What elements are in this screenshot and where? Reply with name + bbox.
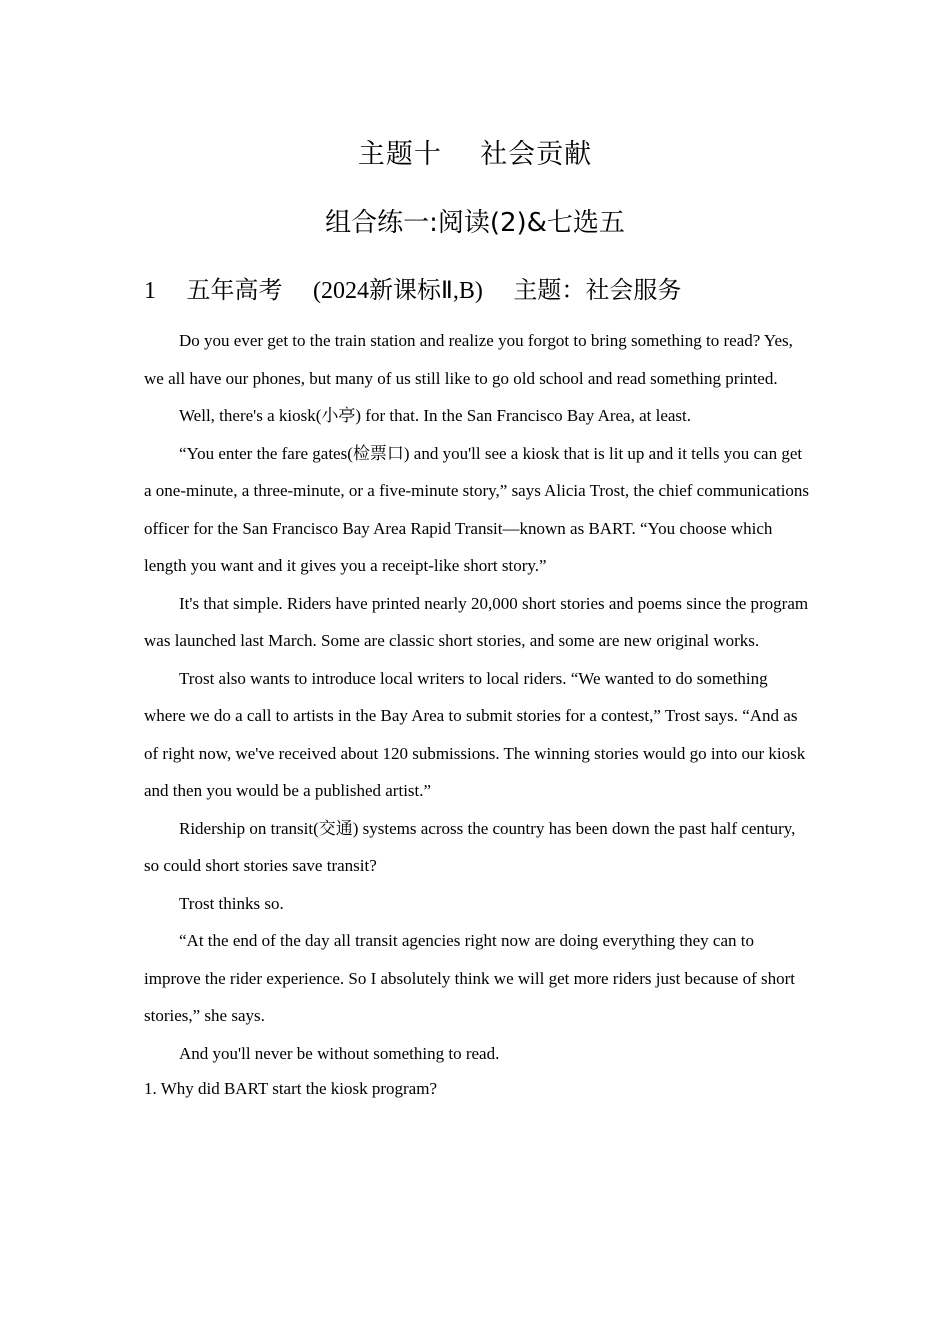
passage-paragraph: It's that simple. Riders have printed nearly 20,000 short stories and poems since the program was launched last March. Some are classic short stories, and some are new original works.	[144, 593, 809, 650]
section-heading	[144, 270, 681, 305]
passage-paragraph: And you'll never be without something to read.	[179, 1043, 500, 1063]
passage-paragraph: “You enter the fare gates(检票口) and you'll see a kiosk that is lit up and it tells you can get a one-minute, a three-minute, or a five-minute story,” says Alicia Trost, the chief communications officer for the San Francisco Bay Area Rapid Transit—known as BART. “You choose which length you want and it gives you a receipt-like short story.”	[144, 443, 810, 575]
passage-paragraph: Do you ever get to the train station and realize you forgot to bring something to read? Yes, we all have our phones, but many of us still like to go old school and read something printed.	[144, 331, 793, 388]
section-source: (2024新课标Ⅱ,B)	[313, 278, 483, 304]
reading-passage	[144, 322, 812, 1106]
passage-paragraph: Trost also wants to introduce local writers to local riders. “We wanted to do something where we do a call to artists in the Bay Area to submit stories for a contest,” Trost says. “And as of right now, we've received about 120 submissions. The winning stories would go into our kiosk and then you would be a published artist.”	[144, 668, 806, 800]
exercise-subtitle: 组合练一:阅读(2)&七选五	[325, 208, 625, 238]
passage-paragraph: Ridership on transit(交通) systems across the country has been down the past half century, so could short stories save transit?	[144, 818, 796, 875]
question-1: 1. Why did BART start the kiosk program?	[144, 1079, 437, 1098]
passage-paragraph: Well, there's a kiosk(小亭) for that. In the San Francisco Bay Area, at least.	[179, 406, 692, 425]
passage-paragraph: Trost thinks so.	[179, 893, 284, 913]
theme-title: 主题十 社会贡献	[357, 139, 593, 170]
section-topic: 主题：社会服务	[513, 276, 682, 304]
passage-paragraph: “At the end of the day all transit agencies right now are doing everything they can to improve the rider experience. So I absolutely think we will get more riders just because of short stories,” she says.	[144, 931, 796, 1025]
section-number: 1	[144, 278, 156, 304]
section-label: 五年高考	[186, 276, 283, 304]
